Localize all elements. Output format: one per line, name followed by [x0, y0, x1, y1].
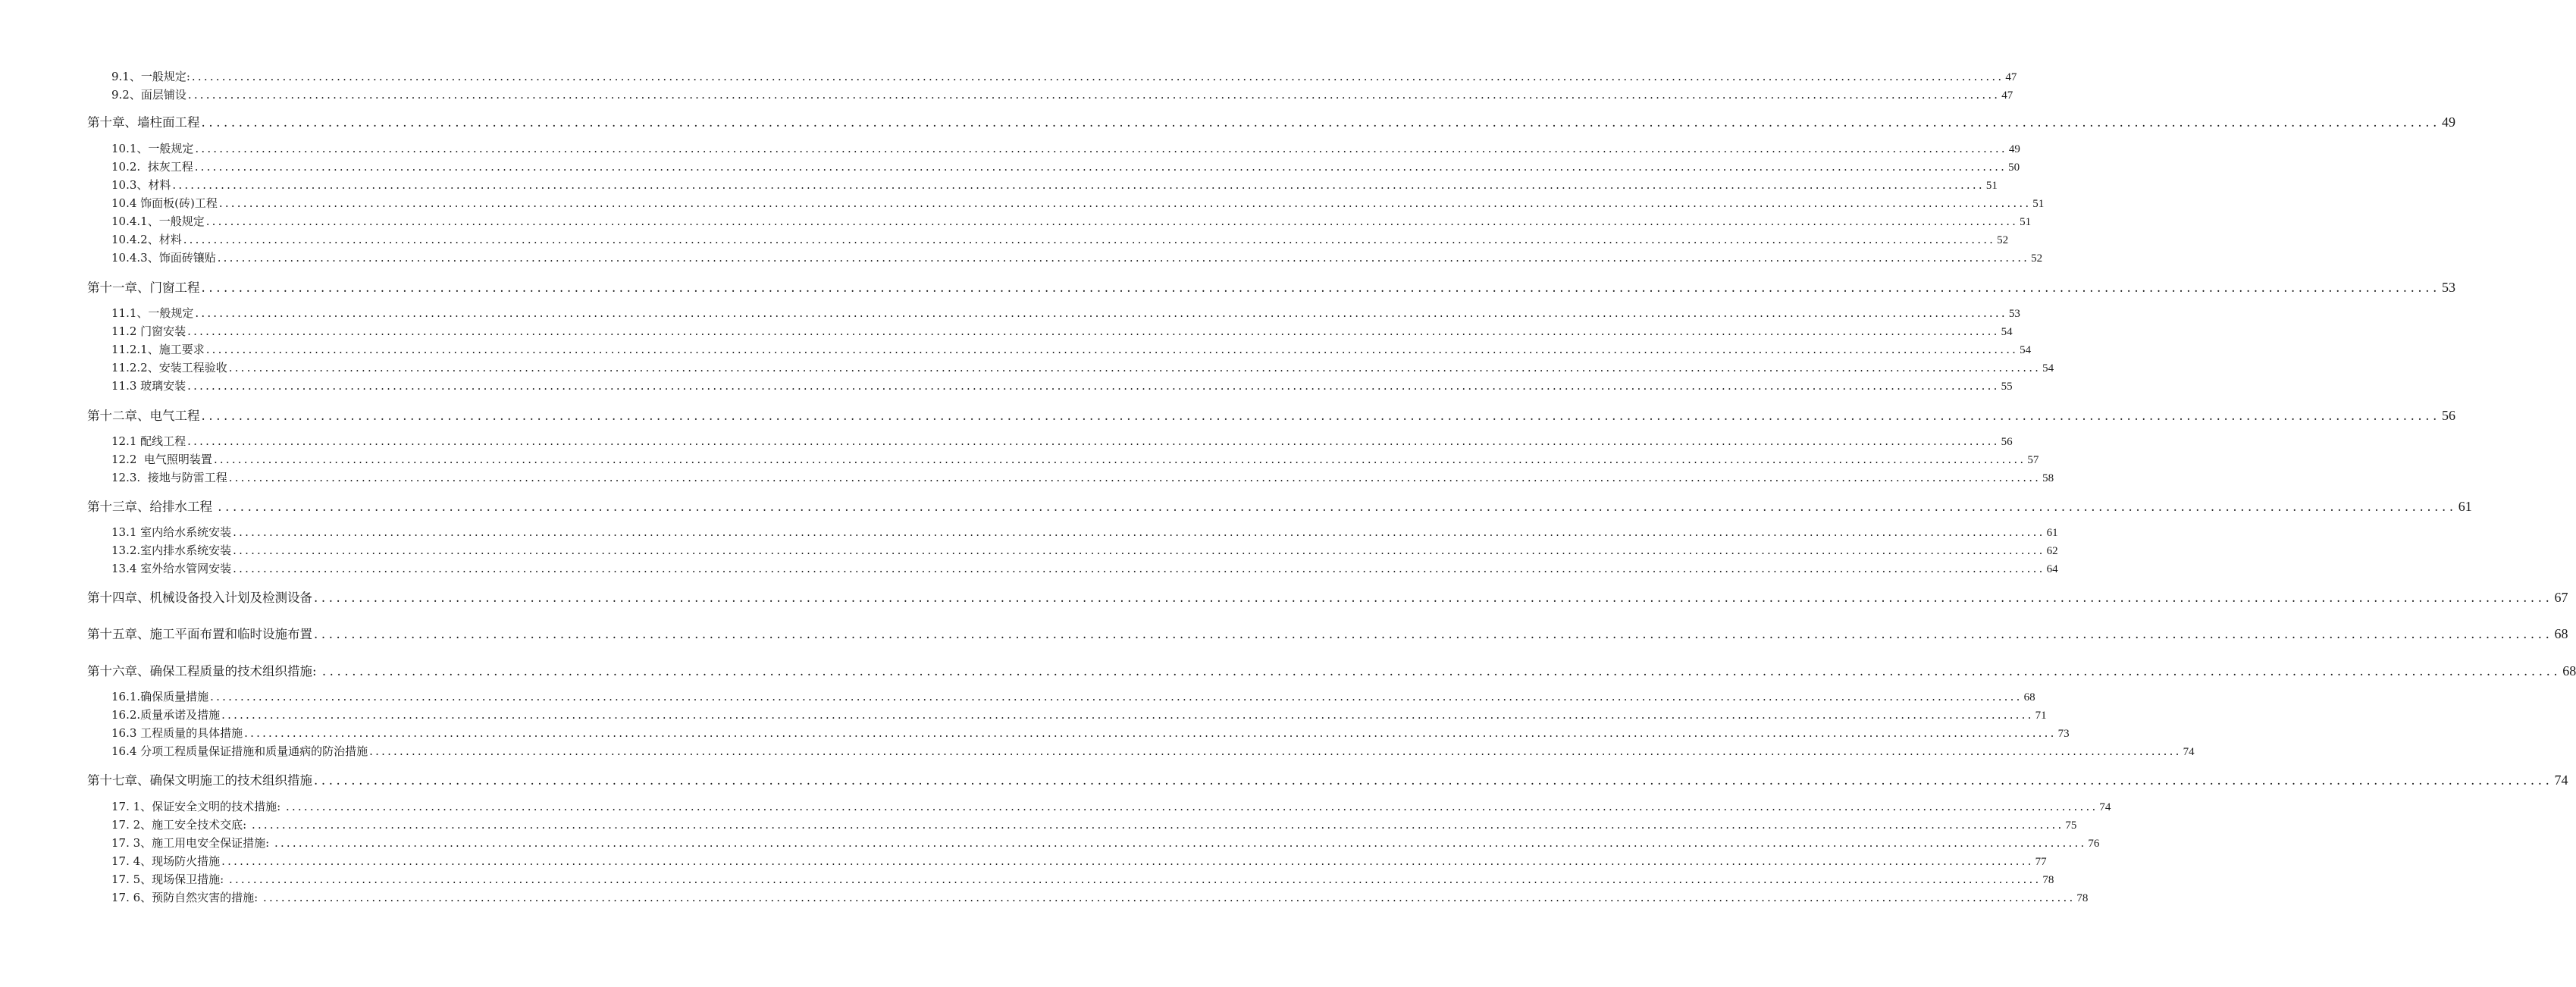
toc-page-number: 71: [2035, 710, 2047, 722]
dot-leader: ............................................................................................................................................................................................................................................................................................................: [233, 562, 2045, 575]
toc-entry-title: 第十六章、确保工程质量的技术组织措施:: [87, 664, 321, 678]
toc-section-entry[interactable]: [111, 725, 2070, 741]
toc-section-entry[interactable]: [111, 707, 2047, 723]
dot-leader: ............................................................................................................................................................................................................................................................................................................: [205, 343, 2019, 356]
dot-leader: ............................................................................................................................................................................................................................................................................................................: [252, 818, 2064, 832]
toc-section-entry[interactable]: [111, 378, 2013, 394]
dot-leader: ............................................................................................................................................................................................................................................................................................................: [205, 215, 2019, 228]
dot-leader: ............................................................................................................................................................................................................................................................................................................: [195, 306, 2007, 320]
toc-section-entry[interactable]: [111, 177, 1998, 193]
toc-section-entry[interactable]: [111, 140, 2020, 157]
toc-entry-title: 第十四章、机械设备投入计划及检测设备: [87, 591, 312, 605]
toc-page-number: 67: [2554, 590, 2568, 605]
toc-section-entry[interactable]: [111, 249, 2043, 266]
toc-section-entry[interactable]: [111, 68, 2017, 85]
toc-entry-title: 17. 3、施工用电安全保证措施:: [111, 836, 273, 850]
toc-entry-title: 16.1.确保质量措施: [111, 690, 209, 703]
toc-chapter-entry[interactable]: [87, 406, 2455, 425]
toc-entry-title: 第十一章、门窗工程: [87, 280, 200, 295]
toc-page-number: 54: [2042, 362, 2054, 374]
toc-entry-title: 10.4.1、一般规定: [111, 215, 205, 228]
dot-leader: ............................................................................................................................................................................................................................................................................................................: [217, 251, 2030, 265]
toc-entry-title: 17. 1、保证安全文明的技术措施:: [111, 800, 284, 813]
toc-entry-title: 第十三章、给排水工程: [87, 500, 217, 514]
toc-section-entry[interactable]: [111, 451, 2039, 468]
toc-page-number: 52: [2031, 252, 2043, 265]
dot-leader: ............................................................................................................................................................................................................................................................................................................: [187, 379, 2000, 393]
toc-page-number: 49: [2008, 143, 2020, 155]
dot-leader: ............................................................................................................................................................................................................................................................................................................: [221, 708, 2034, 722]
toc-entry-title: 13.4 室外给水管网安装: [111, 562, 232, 575]
toc-entry-title: 13.2.室内排水系统安装: [111, 544, 232, 557]
toc-chapter-entry[interactable]: [87, 112, 2455, 132]
toc-page-number: 62: [2046, 545, 2058, 557]
toc-section-entry[interactable]: [111, 359, 2054, 376]
toc-section-entry[interactable]: [111, 323, 2013, 340]
toc-section-entry[interactable]: [111, 743, 2195, 760]
dot-leader: ............................................................................................................................................................................................................................................................................................................: [229, 873, 2042, 886]
toc-page-number: 64: [2046, 563, 2058, 575]
toc-page-number: 75: [2065, 819, 2077, 832]
toc-page-number: 78: [2076, 892, 2089, 904]
toc-page-number: 61: [2046, 527, 2058, 539]
toc-page-number: 68: [2554, 626, 2568, 641]
toc-section-entry[interactable]: [111, 835, 2100, 851]
toc-section-entry[interactable]: [111, 889, 2089, 906]
toc-chapter-entry[interactable]: [87, 588, 2568, 607]
dot-leader: ............................................................................................................................................................................................................................................................................................................: [221, 854, 2034, 868]
toc-page-number: 68: [2023, 691, 2035, 703]
toc-entry-title: 12.2 电气照明装置: [111, 453, 212, 466]
toc-page-number: 51: [2020, 216, 2032, 228]
toc-page-number: 77: [2035, 856, 2047, 868]
toc-chapter-entry[interactable]: [87, 497, 2472, 516]
toc-chapter-entry[interactable]: [87, 770, 2568, 790]
toc-section-entry[interactable]: [111, 341, 2032, 358]
toc-page-number: 51: [2032, 198, 2045, 210]
toc-chapter-entry[interactable]: [87, 277, 2455, 297]
dot-leader: ............................................................................................................................................................................................................................................................................................................: [233, 544, 2045, 557]
toc-page-number: 68: [2562, 663, 2576, 678]
toc-page-number: 53: [2441, 280, 2455, 295]
dot-leader: ............................................................................................................................................................................................................................................................................................................: [210, 690, 2023, 703]
toc-entry-title: 12.3. 接地与防雷工程: [111, 471, 227, 484]
toc-entry-title: 10.1、一般规定: [111, 142, 194, 155]
toc-page-number: 74: [2554, 772, 2568, 788]
dot-leader: ............................................................................................................................................................................................................................................................................................................: [321, 664, 2562, 678]
toc-page-number: 49: [2441, 114, 2455, 130]
toc-entry-title: 16.3 工程质量的具体措施: [111, 726, 243, 740]
toc-page-number: 73: [2057, 728, 2070, 740]
toc-section-entry[interactable]: [111, 158, 2020, 175]
toc-section-entry[interactable]: [111, 469, 2054, 486]
toc-entry-title: 第十七章、确保文明施工的技术组织措施: [87, 773, 312, 788]
toc-section-entry[interactable]: [111, 195, 2045, 212]
dot-leader: ............................................................................................................................................................................................................................................................................................................: [195, 142, 2007, 155]
toc-entry-title: 10.4.3、饰面砖镶贴: [111, 251, 216, 265]
dot-leader: ............................................................................................................................................................................................................................................................................................................: [314, 591, 2553, 605]
dot-leader: ............................................................................................................................................................................................................................................................................................................: [201, 115, 2440, 130]
toc-entry-title: 17. 6、预防自然灾害的措施:: [111, 891, 262, 904]
dot-leader: ............................................................................................................................................................................................................................................................................................................: [233, 525, 2045, 539]
toc-page-number: 50: [2008, 161, 2020, 174]
toc-page-number: 52: [1997, 234, 2009, 246]
toc-section-entry[interactable]: [111, 213, 2032, 230]
toc-entry-title: 12.1 配线工程: [111, 434, 186, 448]
toc-page-number: 74: [2099, 801, 2111, 813]
toc-entry-title: 16.4 分项工程质量保证措施和质量通病的防治措施: [111, 744, 368, 758]
dot-leader: ............................................................................................................................................................................................................................................................................................................: [286, 800, 2098, 813]
toc-section-entry[interactable]: [111, 816, 2077, 833]
dot-leader: ............................................................................................................................................................................................................................................................................................................: [314, 773, 2553, 788]
toc-entry-title: 17. 4、现场防火措施: [111, 854, 221, 868]
toc-entry-title: 11.3 玻璃安装: [111, 379, 186, 393]
dot-leader: ............................................................................................................................................................................................................................................................................................................: [201, 280, 2440, 295]
toc-entry-title: 17. 5、现场保卫措施:: [111, 873, 227, 886]
toc-entry-title: 第十章、墙柱面工程: [87, 115, 200, 130]
toc-entry-title: 11.2.2、安装工程验收: [111, 361, 227, 374]
dot-leader: ............................................................................................................................................................................................................................................................................................................: [187, 434, 2000, 448]
dot-leader: ............................................................................................................................................................................................................................................................................................................: [244, 726, 2057, 740]
toc-page-number: 57: [2027, 454, 2039, 466]
toc-page-number: 76: [2088, 838, 2100, 850]
toc-entry-title: 10.2. 抹灰工程: [111, 160, 193, 174]
toc-page-number: 47: [2001, 89, 2013, 102]
toc-entry-title: 10.3、材料: [111, 178, 171, 192]
toc-page-number: 78: [2042, 874, 2054, 886]
toc-entry-title: 11.2 门窗安装: [111, 324, 186, 338]
toc-entry-title: 9.1、一般规定:: [111, 70, 190, 83]
dot-leader: ............................................................................................................................................................................................................................................................................................................: [218, 196, 2032, 210]
dot-leader: ............................................................................................................................................................................................................................................................................................................: [274, 836, 2087, 850]
toc-section-entry[interactable]: [111, 853, 2047, 870]
toc-section-entry[interactable]: [111, 86, 2013, 103]
toc-chapter-entry[interactable]: [87, 661, 2576, 681]
toc-section-entry[interactable]: [111, 231, 2009, 248]
dot-leader: ............................................................................................................................................................................................................................................................................................................: [187, 88, 2001, 102]
dot-leader: ............................................................................................................................................................................................................................................................................................................: [201, 409, 2440, 423]
toc-page-number: 74: [2183, 746, 2195, 758]
toc-entry-title: 17. 2、施工安全技术交底:: [111, 818, 250, 832]
toc-entry-title: 第十五章、施工平面布置和临时设施布置: [87, 627, 312, 641]
toc-page-number: 54: [2001, 326, 2013, 338]
toc-section-entry[interactable]: [111, 524, 2058, 540]
toc-page-number: 54: [2020, 344, 2032, 356]
toc-section-entry[interactable]: [111, 560, 2058, 577]
dot-leader: ............................................................................................................................................................................................................................................................................................................: [369, 744, 2182, 758]
toc-page-number: 53: [2008, 308, 2020, 320]
toc-section-entry[interactable]: [111, 798, 2111, 815]
dot-leader: ............................................................................................................................................................................................................................................................................................................: [218, 500, 2457, 514]
toc-entry-title: 10.4.2、材料: [111, 233, 182, 246]
toc-page-number: 56: [2441, 408, 2455, 423]
toc-section-entry[interactable]: [111, 433, 2013, 450]
dot-leader: ............................................................................................................................................................................................................................................................................................................: [314, 627, 2553, 641]
toc-section-entry[interactable]: [111, 871, 2054, 888]
toc-section-entry[interactable]: [111, 542, 2058, 559]
dot-leader: ............................................................................................................................................................................................................................................................................................................: [194, 160, 2007, 174]
toc-page-number: 51: [1985, 180, 1998, 192]
toc-entry-title: 16.2.质量承诺及措施: [111, 708, 221, 722]
toc-page-number: 61: [2458, 499, 2472, 514]
toc-entry-title: 9.2、面层铺设: [111, 88, 186, 102]
dot-leader: ............................................................................................................................................................................................................................................................................................................: [191, 70, 2004, 83]
dot-leader: ............................................................................................................................................................................................................................................................................................................: [213, 453, 2026, 466]
dot-leader: ............................................................................................................................................................................................................................................................................................................: [183, 233, 1996, 246]
toc-page-number: 58: [2042, 472, 2054, 484]
dot-leader: ............................................................................................................................................................................................................................................................................................................: [228, 361, 2042, 374]
toc-entry-title: 11.2.1、施工要求: [111, 343, 205, 356]
toc-entry-title: 13.1 室内给水系统安装: [111, 525, 232, 539]
toc-section-entry[interactable]: [111, 305, 2020, 321]
toc-page-number: 56: [2001, 436, 2013, 448]
toc-entry-title: 11.1、一般规定: [111, 306, 194, 320]
toc-page-number: 47: [2005, 71, 2017, 83]
dot-leader: ............................................................................................................................................................................................................................................................................................................: [172, 178, 1985, 192]
toc-page-number: 55: [2001, 381, 2013, 393]
dot-leader: ............................................................................................................................................................................................................................................................................................................: [228, 471, 2042, 484]
toc-section-entry[interactable]: [111, 688, 2035, 705]
dot-leader: ............................................................................................................................................................................................................................................................................................................: [263, 891, 2076, 904]
toc-entry-title: 10.4 饰面板(砖)工程: [111, 196, 218, 210]
toc-entry-title: 第十二章、电气工程: [87, 409, 200, 423]
dot-leader: ............................................................................................................................................................................................................................................................................................................: [187, 324, 2000, 338]
toc-chapter-entry[interactable]: [87, 624, 2568, 644]
